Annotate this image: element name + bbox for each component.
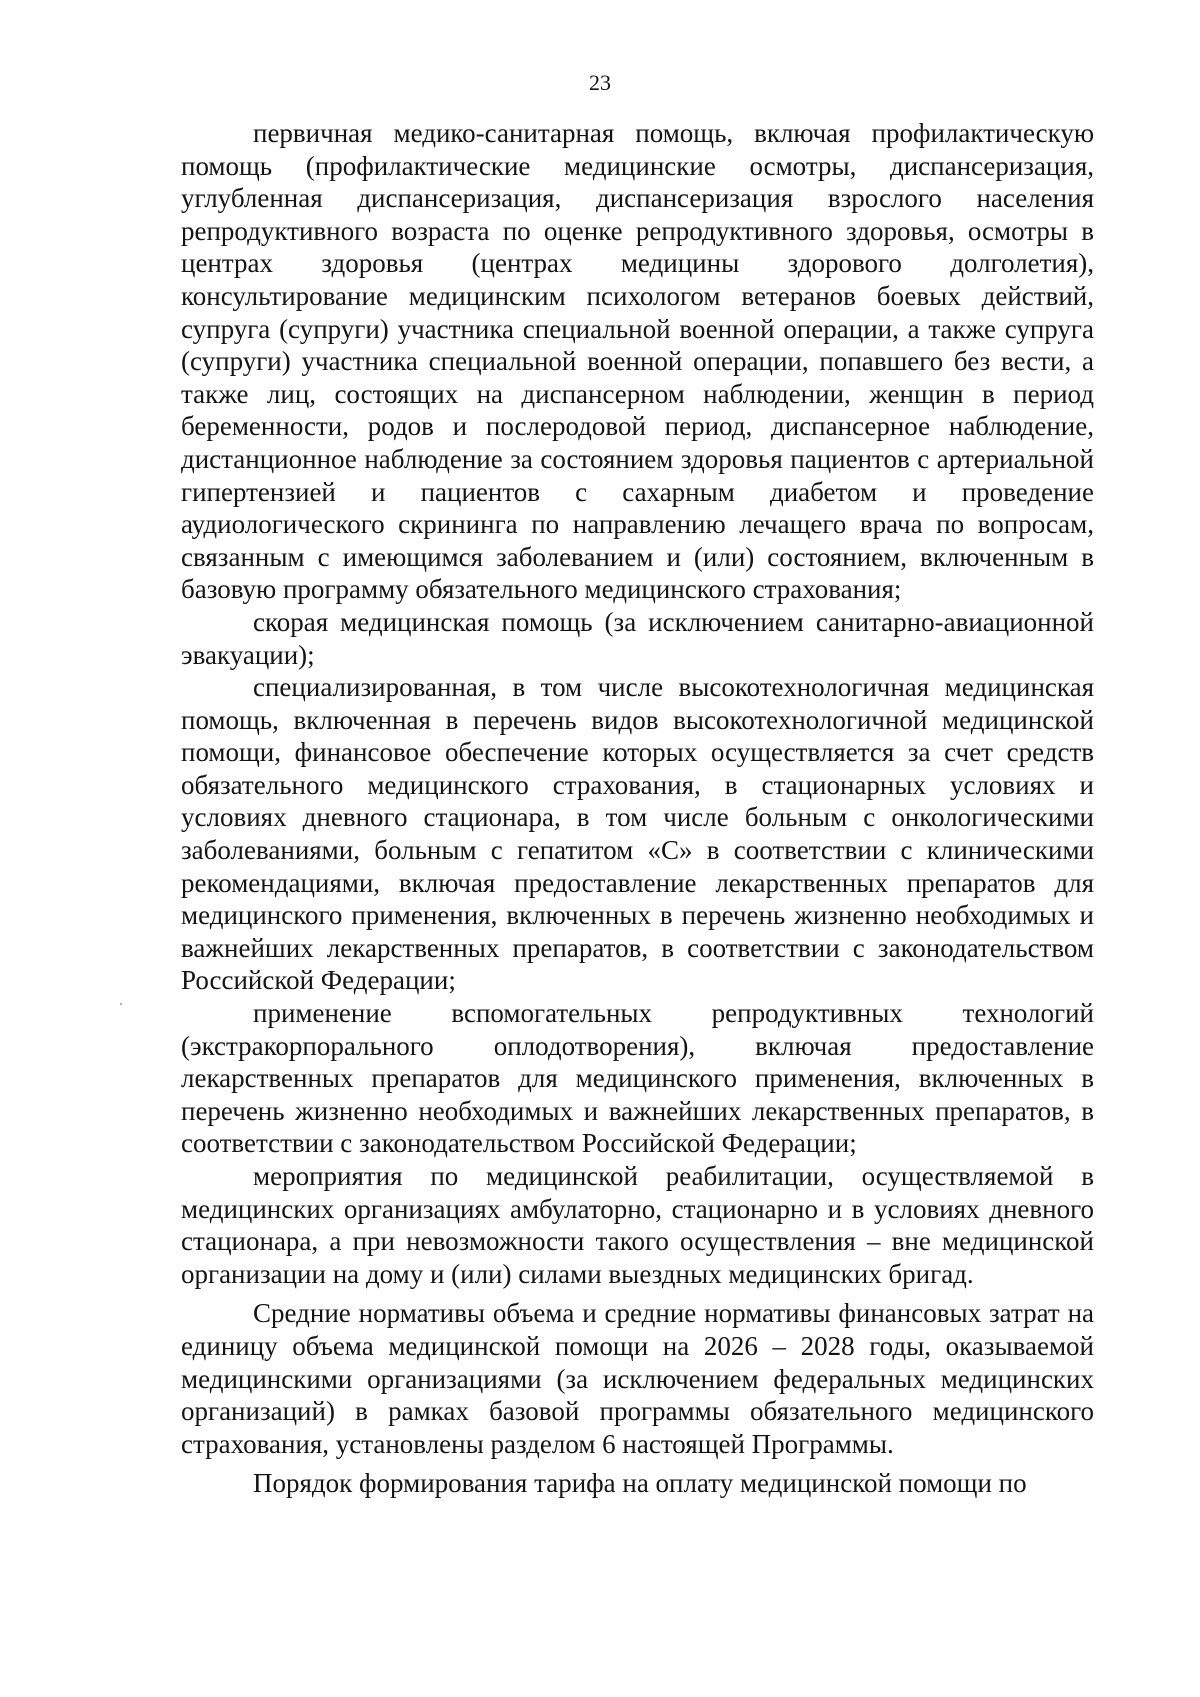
paragraph-volume-standards: Средние нормативы объема и средние нормативы финансовых затрат на единицу объема медицинской помощи на 2026 – 2028 годы, оказываемой медицинскими организациями (за исключением федеральных медицинских организаций) в рамках базовой программы обязательного медицинского страхования, установлены разделом 6 настоящей Программы. bbox=[181, 1298, 1094, 1459]
paragraph-rehabilitation: мероприятия по медицинской реабилитации, осуществляемой в медицинских организациях амбулаторно, стационарно и в условиях дневного стационара, а при невозможности такого осуществления – вне медицинской организации на дому и (или) силами выездных медицинских бригад. bbox=[181, 1161, 1094, 1289]
paragraph-emergency-care: скорая медицинская помощь (за исключением санитарно-авиационной эвакуации); bbox=[181, 606, 1094, 670]
paragraph-specialized-care: специализированная, в том числе высокотехнологичная медицинская помощь, включенная в перечень видов высокотехнологичной медицинской помощи, финансовое обеспечение которых осуществляется за счет средств обязательного медицинского страхования, в стационарных условиях и условиях дневного стационара, в том числе больным с онкологическими заболеваниями, больным с гепатитом «С» в соответствии с клиническими рекомендациями, включая предоставление лекарственных препаратов для медицинского применения, включенных в перечень жизненно необходимых и важнейших лекарственных препаратов, в соответствии с законодательством Российской Федерации; bbox=[181, 672, 1094, 996]
scan-speck bbox=[120, 1003, 122, 1005]
paragraph-tariff-order: Порядок формирования тарифа на оплату медицинской помощи по bbox=[253, 1468, 1027, 1499]
paragraph-primary-care: первичная медико-санитарная помощь, включая профилактическую помощь (профилактические медицинские осмотры, диспансеризация, углубленная диспансеризация, диспансеризация взрослого населения репродуктивного возраста по оценке репродуктивного здоровья, осмотры в центрах здоровья (центрах медицины здорового долголетия), консультирование медицинским психологом ветеранов боевых действий, супруга (супруги) участника специальной военной операции, а также супруга (супруги) участника специальной военной операции, попавшего без вести, а также лиц, состоящих на диспансерном наблюдении, женщин в период беременности, родов и послеродовой период, диспансерное наблюдение, дистанционное наблюдение за состоянием здоровья пациентов с артериальной гипертензией и пациентов с сахарным диабетом и проведение аудиологического скрининга по направлению лечащего врача по вопросам, связанным с имеющимся заболеванием и (или) состоянием, включенным в базовую программу обязательного медицинского страхования; bbox=[181, 118, 1094, 605]
document-body bbox=[181, 117, 1094, 1500]
paragraph-reproductive-technologies: применение вспомогательных репродуктивных технологий (экстракорпорального оплодотворения), включая предоставление лекарственных препаратов для медицинского применения, включенных в перечень жизненно необходимых и важнейших лекарственных препаратов, в соответствии с законодательством Российской Федерации; bbox=[181, 998, 1094, 1159]
page-number: 23 bbox=[589, 70, 611, 95]
